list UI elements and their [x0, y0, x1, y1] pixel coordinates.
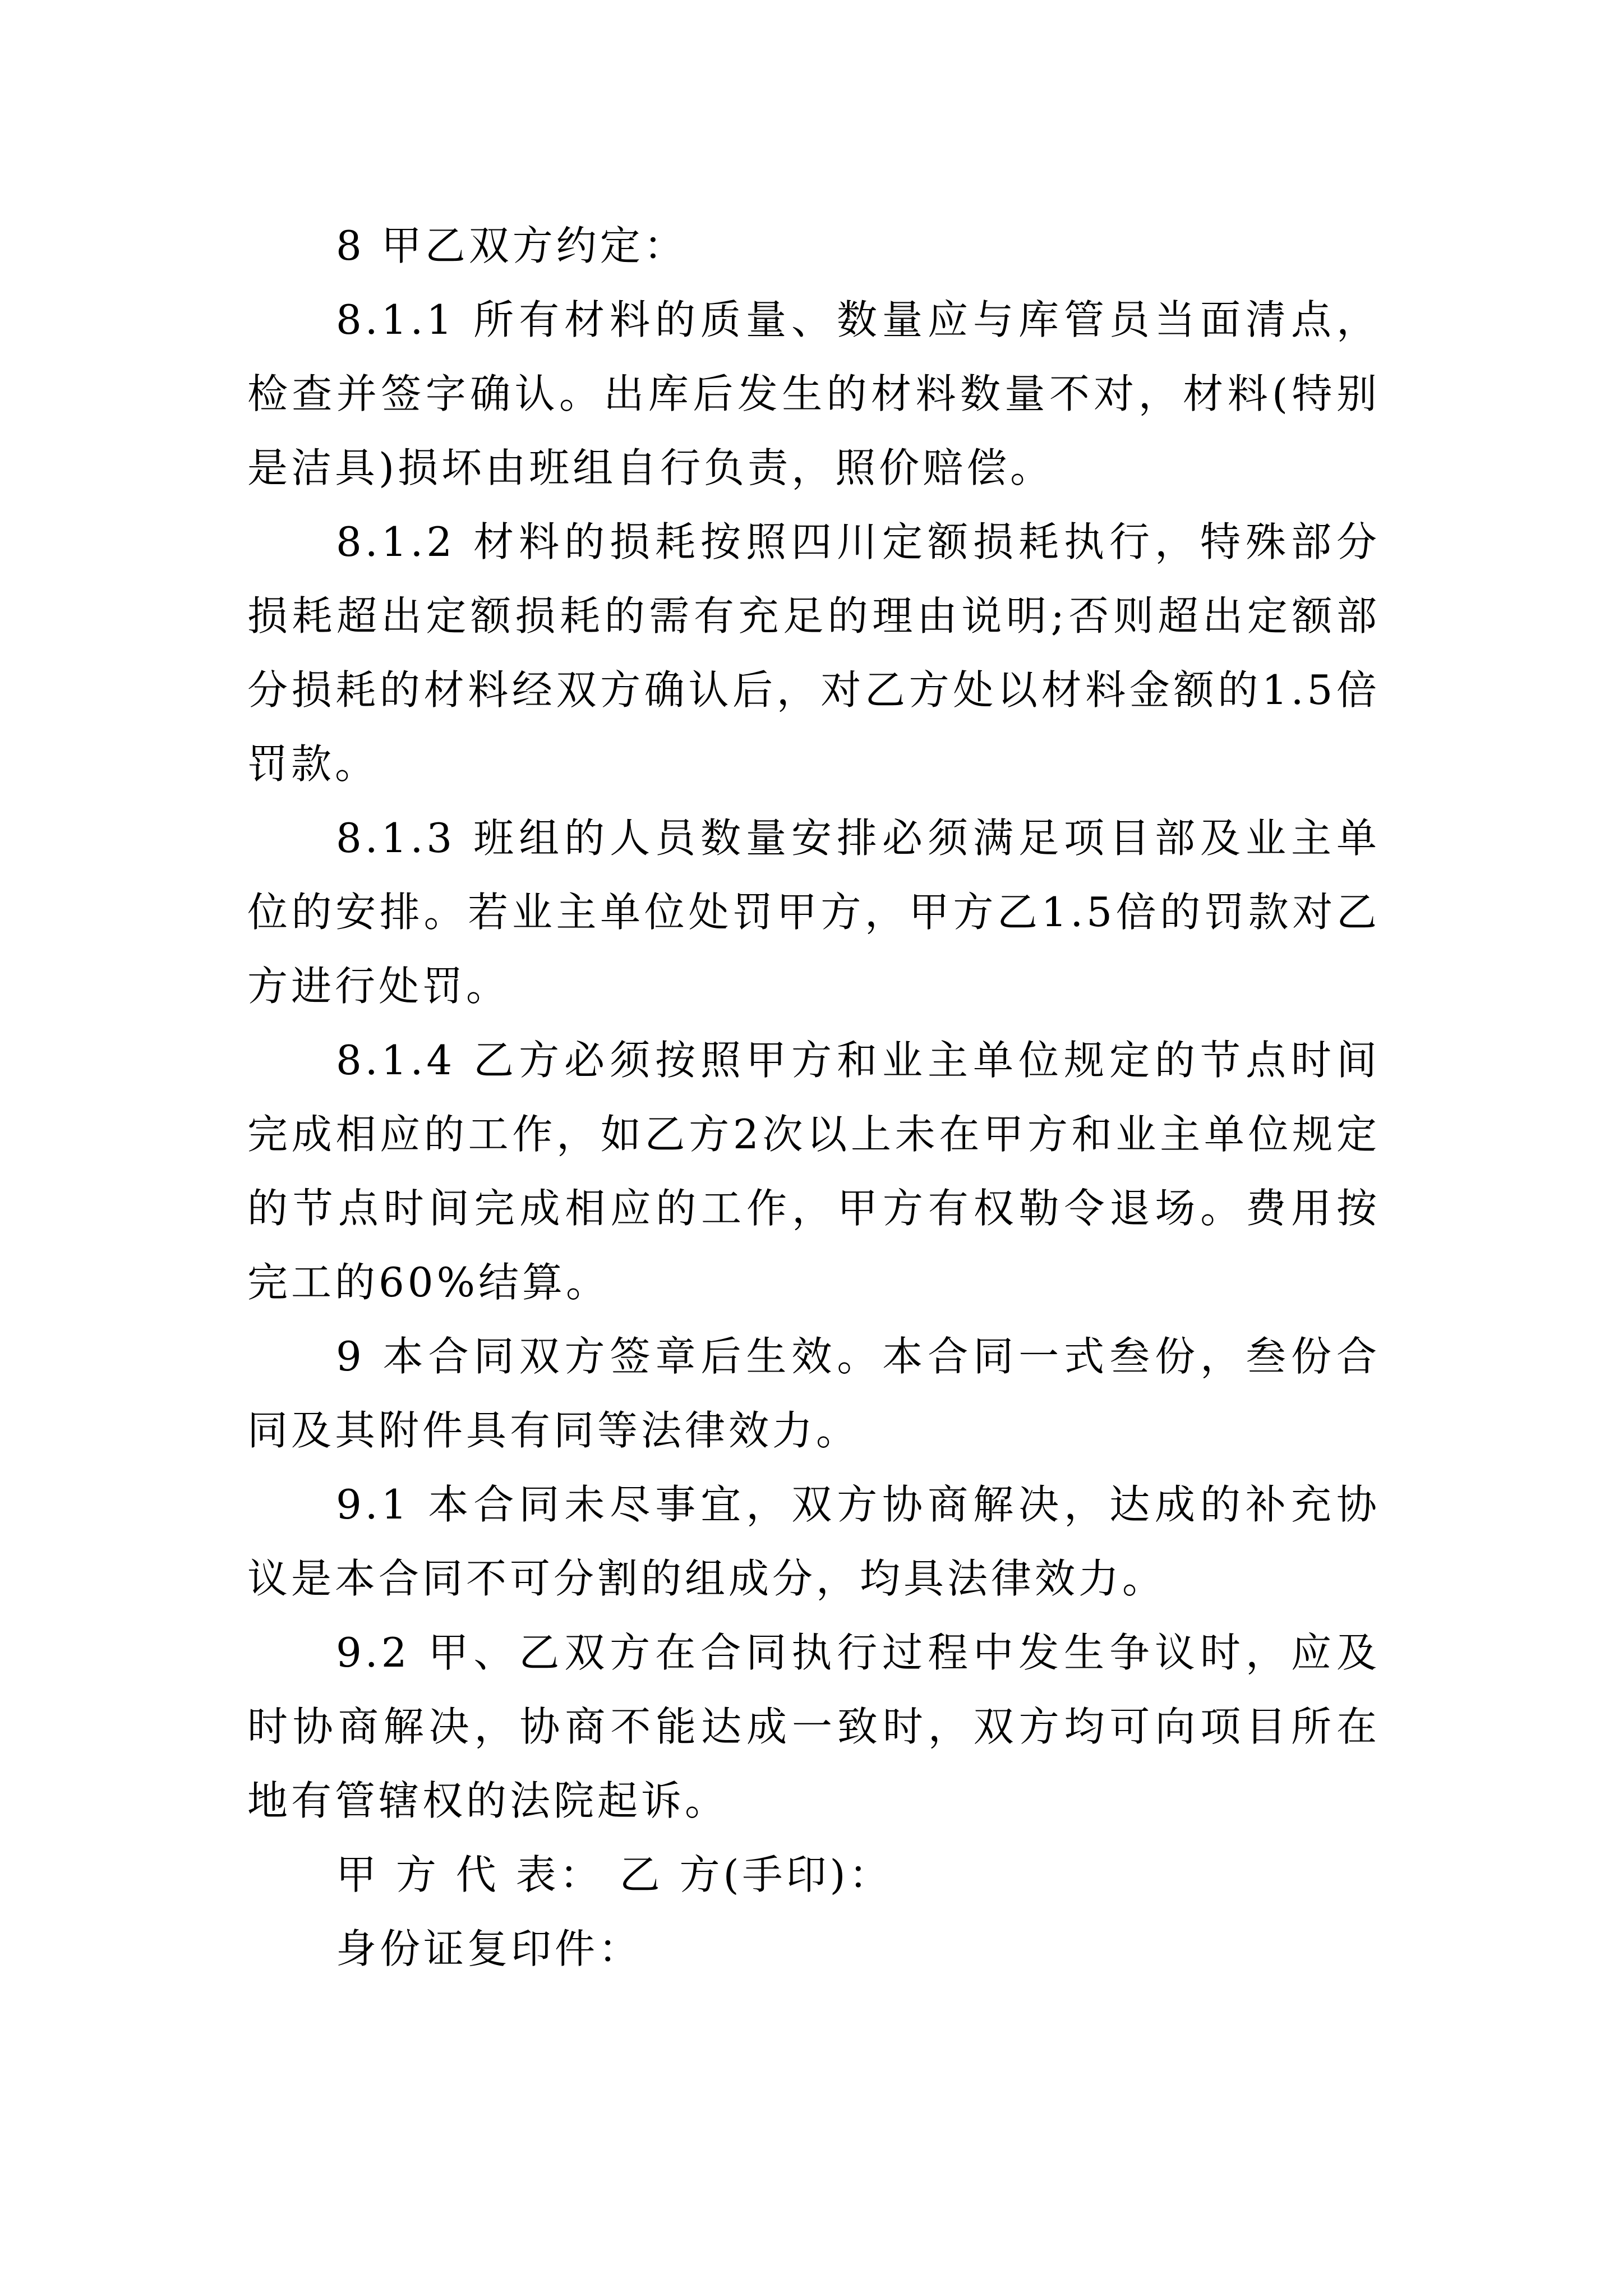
- document-body: [247, 209, 1380, 1986]
- clause-8-1-2: 8.1.2 材料的损耗按照四川定额损耗执行，特殊部分损耗超出定额损耗的需有充足的理由说明;否则超出定额部分损耗的材料经双方确认后，对乙方处以材料金额的1.5倍罚款。: [247, 518, 1380, 788]
- signature-line: [247, 1838, 1380, 1912]
- party-b-fingerprint-label: 乙 方(手印)：: [619, 1851, 893, 1898]
- clause-9: 9 本合同双方签章后生效。本合同一式叁份，叁份合同及其附件具有同等法律效力。: [247, 1333, 1380, 1454]
- clause-9-1: 9.1 本合同未尽事宜，双方协商解决，达成的补充协议是本合同不可分割的组成分，均具法律效力。: [247, 1481, 1380, 1602]
- clause-9-2: 9.2 甲、乙双方在合同执行过程中发生争议时，应及时协商解决，协商不能达成一致时，双方均可向项目所在地有管辖权的法院起诉。: [247, 1629, 1380, 1824]
- clause-8-1-4: 8.1.4 乙方必须按照甲方和业主单位规定的节点时间完成相应的工作，如乙方2次以上未在甲方和业主单位规定的节点时间完成相应的工作，甲方有权勒令退场。费用按完工的60%结算。: [247, 1037, 1380, 1306]
- id-copy-label: 身份证复印件：: [336, 1925, 643, 1972]
- party-a-representative-label: 甲 方 代 表：: [336, 1851, 603, 1898]
- clause-8-1-3: 8.1.3 班组的人员数量安排必须满足项目部及业主单位的安排。若业主单位处罚甲方，甲方乙1.5倍的罚款对乙方进行处罚。: [247, 815, 1380, 1010]
- clause-8-1-1: 8.1.1 所有材料的质量、数量应与库管员当面清点，检查并签字确认。出库后发生的材料数量不对，材料(特别是洁具)损坏由班组自行负责，照价赔偿。: [247, 296, 1380, 491]
- clause-8-heading: 8 甲乙双方约定：: [336, 222, 688, 269]
